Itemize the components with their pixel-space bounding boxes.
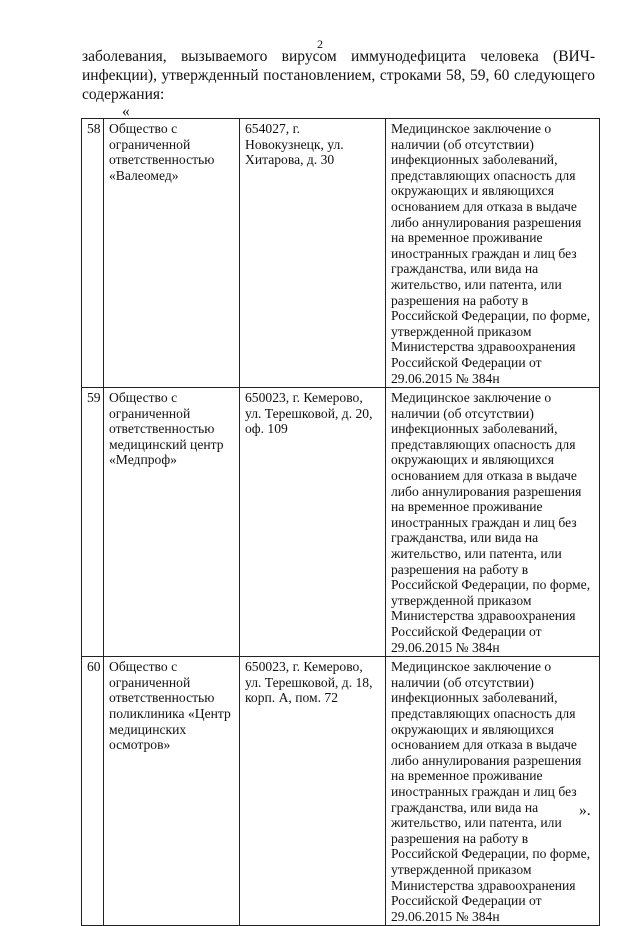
organization-address: 654027, г. Новокузнецк, ул. Хитарова, д. 30 xyxy=(240,119,386,388)
row-number: 58 xyxy=(82,119,104,388)
organizations-table xyxy=(81,118,600,926)
intro-paragraph: заболевания, вызываемого вирусом иммунодефицита человека (ВИЧ-инфекции), утвержденный постановлением, строками 58, 59, 60 следующего содержания: xyxy=(82,48,595,103)
row-number: 59 xyxy=(82,388,104,657)
page-number: 2 xyxy=(317,37,323,51)
organization-address: 650023, г. Кемерово, ул. Терешковой, д. 20, оф. 109 xyxy=(240,388,386,657)
table-row xyxy=(82,657,600,926)
opening-quote: « xyxy=(122,103,130,120)
organization-name: Общество с ограниченной ответственностью медицинский центр «Медпроф» xyxy=(104,388,240,657)
document-description: Медицинское заключение о наличии (об отсутствии) инфекционных заболеваний, представляющих опасность для окружающих и являющихся основанием для отказа в выдаче либо аннулирования разрешения на временное проживание иностранных граждан и лиц без гражданства, или вида на жительство, или патента, или разрешения на работу в Российской Федерации, по форме, утвержденной приказом Министерства здравоохранения Российской Федерации от 29.06.2015 № 384н xyxy=(386,388,600,657)
closing-quote: ». xyxy=(579,802,591,819)
organization-address: 650023, г. Кемерово, ул. Терешковой, д. 18, корп. А, пом. 72 xyxy=(240,657,386,926)
document-description: Медицинское заключение о наличии (об отсутствии) инфекционных заболеваний, представляющих опасность для окружающих и являющихся основанием для отказа в выдаче либо аннулирования разрешения на временное проживание иностранных граждан и лиц без гражданства, или вида на жительство, или патента, или разрешения на работу в Российской Федерации, по форме, утвержденной приказом Министерства здравоохранения Российской Федерации от 29.06.2015 № 384н xyxy=(386,119,600,388)
organization-name: Общество с ограниченной ответственностью «Валеомед» xyxy=(104,119,240,388)
table-row xyxy=(82,388,600,657)
table-row xyxy=(82,119,600,388)
row-number: 60 xyxy=(82,657,104,926)
organization-name: Общество с ограниченной ответственностью поликлиника «Центр медицинских осмотров» xyxy=(104,657,240,926)
document-description: Медицинское заключение о наличии (об отсутствии) инфекционных заболеваний, представляющих опасность для окружающих и являющихся основанием для отказа в выдаче либо аннулирования разрешения на временное проживание иностранных граждан и лиц без гражданства, или вида на жительство, или патента, или разрешения на работу в Российской Федерации, по форме, утвержденной приказом Министерства здравоохранения Российской Федерации от 29.06.2015 № 384н xyxy=(386,657,600,926)
